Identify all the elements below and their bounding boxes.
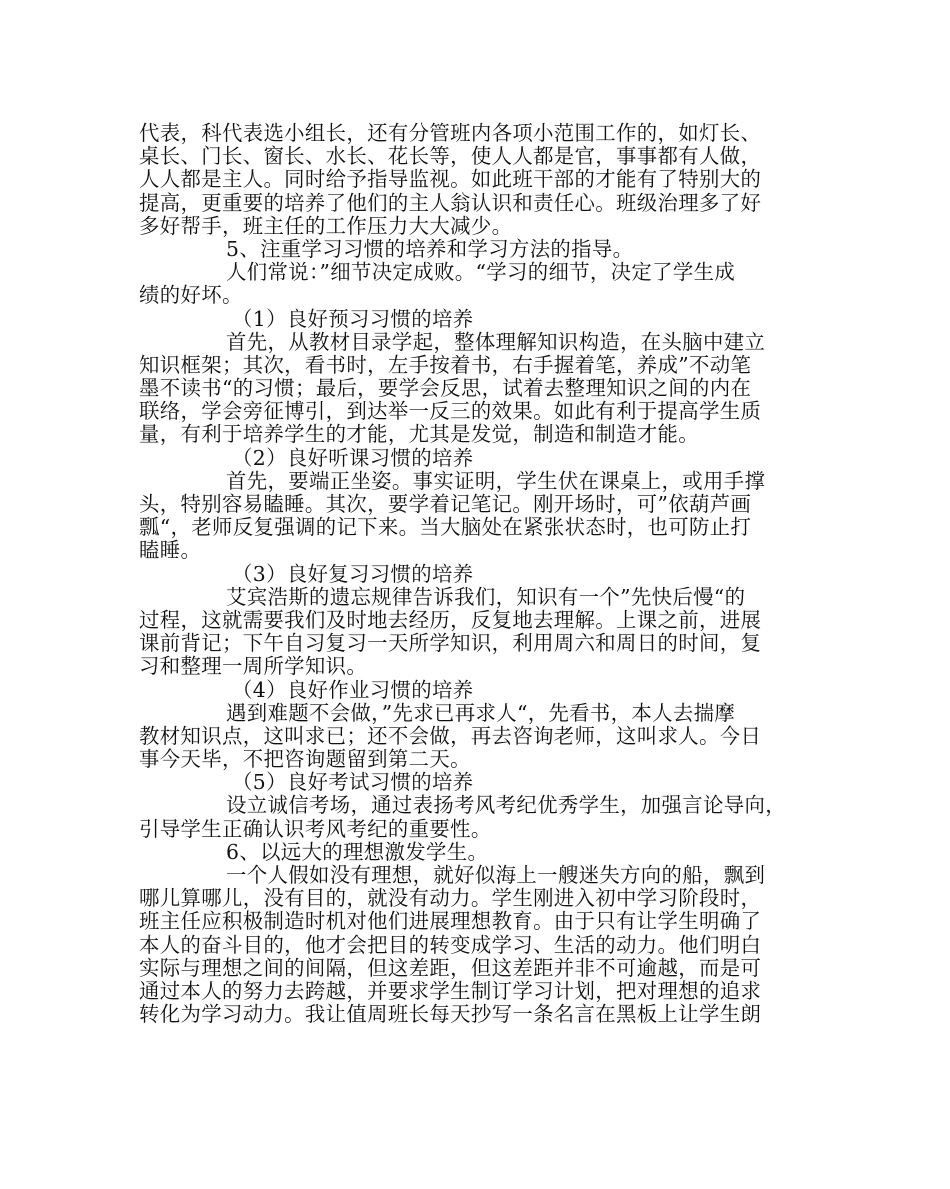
text-line: 课前背记；下午自习复习一天所学知识，利用周六和周日的时间，复	[139, 631, 762, 656]
text-line: 通过本人的努力去跨越，并要求学生制订学习计划，把对理想的追求	[139, 978, 762, 1003]
text-line: 首先，要端正坐姿。事实证明，学生伏在课桌上，或用手撑	[226, 468, 766, 493]
text-line: （1）良好预习习惯的培养	[232, 306, 474, 331]
text-line: 本人的奋斗目的，他才会把目的转变成学习、生活的动力。他们明白	[139, 932, 762, 957]
text-line: 班主任应积极制造时机对他们进展理想教育。由于只有让学生明确了	[139, 909, 762, 934]
text-line: （4）良好作业习惯的培养	[232, 677, 474, 702]
text-line: 首先，从教材目录学起，整体理解知识构造，在头脑中建立	[226, 329, 766, 354]
text-line: （2）良好听课习惯的培养	[232, 445, 474, 470]
text-line: 绩的好坏。	[139, 283, 243, 308]
document-body-text	[139, 122, 829, 1026]
text-line: 墨不读书“的习惯；最后，要学会反思，试着去整理知识之间的内在	[139, 376, 752, 401]
text-line: 教材知识点，这叫求已；还不会做，再去咨询老师，这叫求人。今日	[139, 723, 762, 748]
text-line: 联络，学会旁征博引，到达举一反三的效果。如此有利于提高学生质	[139, 399, 762, 424]
text-line: 遇到难题不会做，”先求已再求人“，先看书，本人去揣摩	[226, 700, 736, 725]
text-line: 过程，这就需要我们及时地去经历，反复地去理解。上课之前，进展	[139, 607, 762, 632]
text-line: 6、以远大的理想激发学生。	[226, 839, 489, 864]
text-line: 转化为学习动力。我让值周班长每天抄写一条名言在黑板上让学生朗	[139, 1002, 762, 1027]
text-line: 5、注重学习习惯的培养和学习方法的指导。	[226, 236, 634, 261]
text-line: 人人都是主人。同时给予指导监视。如此班干部的才能有了特别大的	[139, 167, 762, 192]
text-line: 桌长、门长、窗长、水长、花长等，使人人都是官，事事都有人做，	[139, 144, 762, 169]
text-line: 瓢“，老师反复强调的记下来。当大脑处在紧张状态时，也可防止打	[139, 515, 752, 540]
text-line: 习和整理一周所学知识。	[139, 654, 368, 679]
text-line: 事今天毕，不把咨询题留到第二天。	[139, 747, 471, 772]
text-line: 瞌睡。	[139, 538, 202, 563]
text-line: 哪儿算哪儿，没有目的，就没有动力。学生刚进入初中学习阶段时，	[139, 886, 762, 911]
text-line: 代表，科代表选小组长，还有分管班内各项小范围工作的，如灯长、	[139, 121, 762, 145]
text-line: 引导学生正确认识考风考纪的重要性。	[139, 816, 492, 841]
text-line: 实际与理想之间的间隔，但这差距，但这差距并非不可逾越，而是可	[139, 955, 762, 980]
text-line: 人们常说：”细节决定成败。“学习的细节，决定了学生成	[226, 260, 736, 285]
text-line: （3）良好复习习惯的培养	[232, 561, 474, 586]
text-line: 一个人假如没有理想，就好似海上一艘迷失方向的船，飘到	[226, 863, 766, 887]
text-line: （5）良好考试习惯的培养	[232, 770, 474, 795]
text-line: 提高，更重要的培养了他们的主人翁认识和责任心。班级治理多了好	[139, 190, 762, 215]
text-line: 头，特别容易瞌睡。其次，要学着记笔记。刚开场时，可”依葫芦画	[139, 492, 752, 516]
text-line: 多好帮手，班主任的工作压力大大减少。	[139, 213, 513, 238]
text-line: 设立诚信考场，通过表扬考风考纪优秀学生，加强言论导向，	[226, 793, 786, 818]
text-line: 量，有利于培养学生的才能，尤其是发觉，制造和制造才能。	[139, 422, 699, 447]
text-line: 艾宾浩斯的遗忘规律告诉我们，知识有一个”先快后慢“的	[226, 584, 746, 609]
text-line: 知识框架；其次，看书时，左手按着书，右手握着笔，养成”不动笔	[139, 352, 752, 377]
